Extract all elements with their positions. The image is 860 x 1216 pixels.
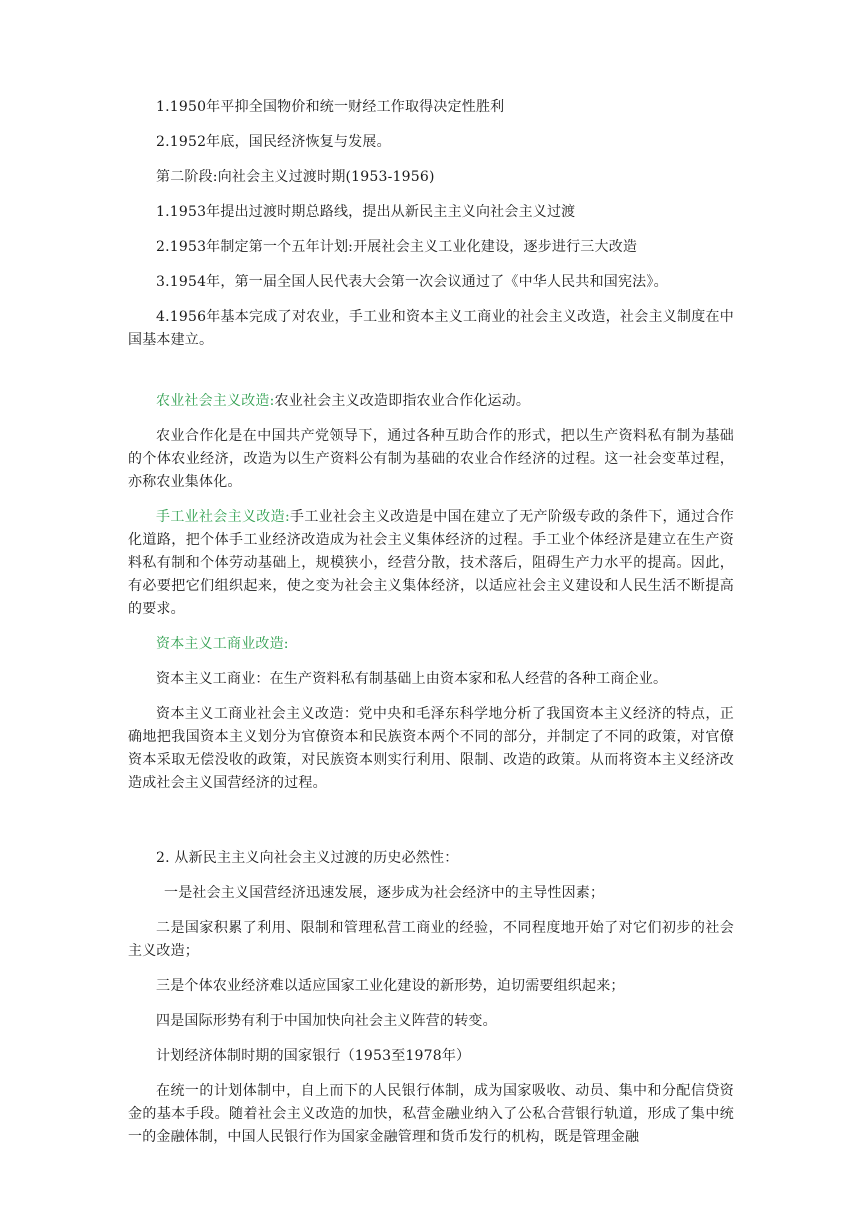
paragraph: 2.1952年底，国民经济恢复与发展。 <box>156 134 391 150</box>
paragraph-handicraft <box>128 506 734 621</box>
agriculture-text: 农业社会主义改造即指农业合作化运动。 <box>274 393 531 409</box>
paragraph: 1.1950年平抑全国物价和统一财经工作取得决定性胜利 <box>156 99 505 115</box>
paragraph: 资本主义工商业：在生产资料私有制基础上由资本家和私人经营的各种工商企业。 <box>156 671 668 687</box>
paragraph: 农业合作化是在中国共产党领导下，通过各种互助合作的形式，把以生产资料私有制为基础的个体农业经济，改造为以生产资料公有制为基础的农业合作经济的过程。这一社会变革过程，亦称农业集体化。 <box>128 428 734 490</box>
paragraph: 在统一的计划体制中，自上而下的人民银行体制，成为国家吸收、动员、集中和分配信贷资金的基本手段。随着社会主义改造的加快，私营金融业纳入了公私合营银行轨道，形成了集中统一的金融体制，中国人民银行作为国家金融管理和货币发行的机构，既是管理金融 <box>128 1083 734 1145</box>
list-item: 四是国际形势有利于中国加快向社会主义阵营的转变。 <box>156 1013 497 1029</box>
paragraph: 1.1953年提出过渡时期总路线，提出从新民主主义向社会主义过渡 <box>156 204 576 220</box>
blank-line <box>128 807 734 847</box>
list-item: 一是社会主义国营经济迅速发展，逐步成为社会经济中的主导性因素； <box>164 885 605 901</box>
heading-handicraft: 手工业社会主义改造: <box>156 509 290 525</box>
list-item: 三是个体农业经济难以适应国家工业化建设的新形势，迫切需要组织起来； <box>156 978 625 994</box>
paragraph: 2.1953年制定第一个五年计划:开展社会主义工业化建设，逐步进行三大改造 <box>156 239 638 255</box>
handicraft-text: 手工业社会主义改造是中国在建立了无产阶级专政的条件下，通过合作化道路，把个体手工业经济改造成为社会主义集体经济的过程。手工业个体经济是建立在生产资料私有制和个体劳动基础上，规模狭小，经营分散，技术落后，阻碍生产力水平的提高。因此，有必要把它们组织起来，使之变为社会主义集体经济，以适应社会主义建设和人民生活不断提高的要求。 <box>128 509 734 617</box>
blank-line <box>128 364 734 390</box>
paragraph: 计划经济体制时期的国家银行（1953至1978年） <box>156 1048 471 1064</box>
list-item: 二是国家积累了利用、限制和管理私营工商业的经验，不同程度地开始了对它们初步的社会主义改造； <box>128 920 734 959</box>
document-page <box>128 96 734 1149</box>
paragraph: 4.1956年基本完成了对农业，手工业和资本主义工商业的社会主义改造，社会主义制度在中国基本建立。 <box>128 309 734 348</box>
section-heading: 2. 从新民主主义向社会主义过渡的历史必然性： <box>156 850 459 866</box>
paragraph: 3.1954年，第一届全国人民代表大会第一次会议通过了《中华人民共和国宪法》。 <box>156 274 668 290</box>
paragraph: 第二阶段:向社会主义过渡时期(1953-1956) <box>156 169 435 185</box>
paragraph-agriculture <box>128 390 734 413</box>
heading-capitalist-industry: 资本主义工商业改造: <box>156 636 289 652</box>
heading-agriculture: 农业社会主义改造: <box>156 393 275 409</box>
paragraph: 资本主义工商业社会主义改造：党中央和毛泽东科学地分析了我国资本主义经济的特点，正确地把我国资本主义划分为官僚资本和民族资本两个不同的部分，并制定了不同的政策，对官僚资本采取无偿没收的政策，对民族资本则实行利用、限制、改造的政策。从而将资本主义经济改造成社会主义国营经济的过程。 <box>128 706 734 791</box>
